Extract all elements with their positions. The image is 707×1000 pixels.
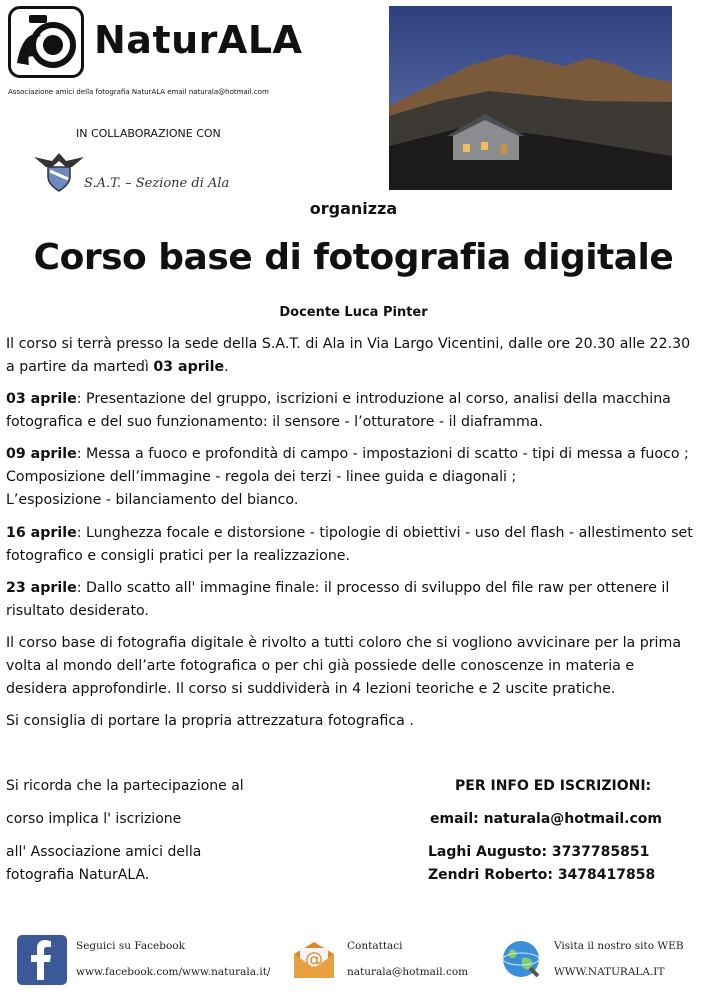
collaboration-label: IN COLLABORAZIONE CON	[76, 127, 221, 140]
info-email: email: naturala@hotmail.com	[430, 811, 663, 827]
lesson-text: : Presentazione del gruppo, iscrizioni e introduzione al corso, analisi della macchina fotografica e del suo funzionamento: il sensore - l’otturatore - il diaframma.	[6, 391, 671, 430]
lesson-date: 09 aprile	[6, 446, 77, 462]
lesson-item	[6, 443, 698, 512]
svg-text:@: @	[305, 949, 323, 970]
intro-text: Il corso si terrà presso la sede della S.A.T. di Ala in Via Largo Vicentini, dalle ore 20.30 alle 22.30 a partire da martedì	[6, 336, 691, 375]
membership-line: Si ricorda che la partecipazione al	[6, 778, 244, 794]
lesson-text: : Lunghezza focale e distorsione - tipologie di obiettivi - uso del flash - allestimento set fotografico e consigli pratici per la realizzazione.	[6, 525, 693, 564]
intro-paragraph	[6, 333, 698, 379]
lesson-date: 16 aprile	[6, 525, 77, 541]
info-heading: PER INFO ED ISCRIZIONI:	[455, 778, 652, 794]
brand-name: NaturALA	[94, 18, 303, 62]
membership-line: all' Associazione amici della	[6, 844, 202, 860]
lesson-item	[6, 577, 698, 623]
camera-logo-icon	[8, 6, 84, 78]
page-title: Corso base di fotografia digitale	[33, 237, 674, 278]
contact-phone: Laghi Augusto: 3737785851	[428, 844, 650, 860]
advice-paragraph: Si consiglia di portare la propria attrezzatura fotografica .	[6, 713, 414, 729]
lesson-text: : Dallo scatto all' immagine finale: il processo di sviluppo del file raw per ottenere il risultato desiderato.	[6, 580, 670, 619]
lesson-date: 03 aprile	[6, 391, 77, 407]
contact-phone: Zendri Roberto: 3478417858	[428, 867, 656, 883]
lesson-item	[6, 522, 698, 568]
facebook-link[interactable]: www.facebook.com/www.naturala.it/	[76, 966, 271, 978]
mountain-hut-photo	[389, 6, 672, 190]
email-at-icon[interactable]	[290, 934, 338, 986]
lesson-date: 23 aprile	[6, 580, 77, 596]
lesson-text: : Messa a fuoco e profondità di campo - impostazioni di scatto - tipi di messa a fuoco ;	[76, 446, 689, 462]
membership-line: corso implica l' iscrizione	[6, 811, 182, 827]
contact-email-link[interactable]: naturala@hotmail.com	[347, 966, 469, 978]
web-link[interactable]: WWW.NATURALA.IT	[554, 966, 665, 978]
lesson-text-line3: L’esposizione - bilanciamento del bianco.	[6, 492, 299, 508]
lesson-item	[6, 388, 698, 434]
eagle-emblem-icon	[32, 151, 86, 197]
facebook-icon[interactable]	[16, 934, 68, 990]
organizza-label: organizza	[309, 199, 398, 218]
intro-end: .	[224, 359, 229, 375]
web-title: Visita il nostro sito WEB	[554, 940, 684, 952]
globe-icon[interactable]	[500, 938, 542, 984]
description-paragraph: Il corso base di fotografia digitale è rivolto a tutti coloro che si vogliono avvicinare per la prima volta al mondo dell’arte fotografica o per chi già possiede delle conoscenze in materia e desidera approfondirle. Il corso si suddividerà in 4 lezioni teoriche e 2 uscite pratiche.	[6, 635, 682, 697]
facebook-title: Seguici su Facebook	[76, 940, 185, 952]
membership-line: fotografia NaturALA.	[6, 867, 150, 883]
association-line: Associazione amici della fotografia NaturALA email naturala@hotmail.com	[8, 88, 269, 96]
lesson-text-line2: Composizione dell’immagine - regola dei terzi - linee guida e diagonali ;	[6, 469, 517, 485]
sat-name: S.A.T. – Sezione di Ala	[84, 176, 230, 191]
teacher-label: Docente Luca Pinter	[279, 305, 428, 320]
intro-date: 03 aprile	[153, 359, 225, 375]
contact-title: Contattaci	[347, 940, 403, 952]
